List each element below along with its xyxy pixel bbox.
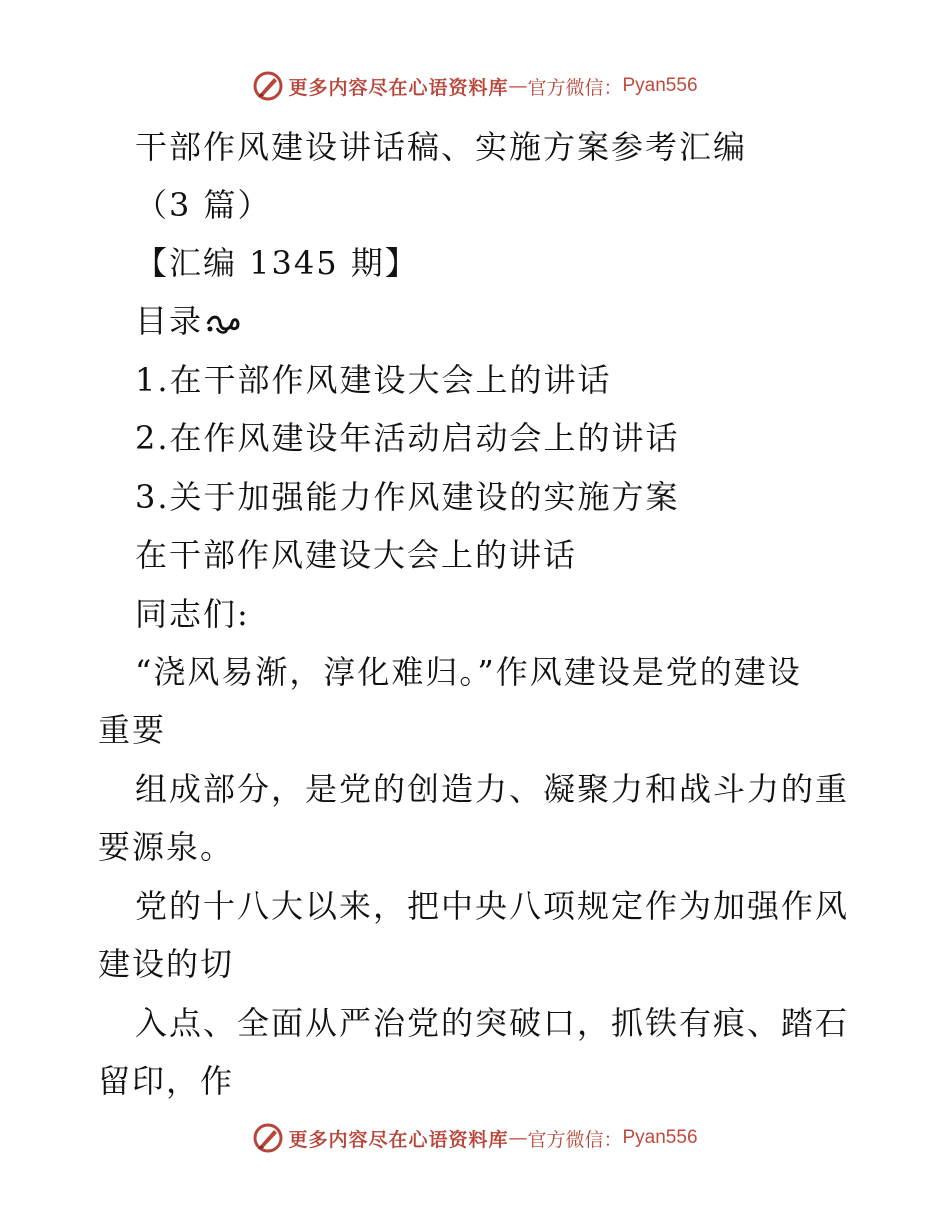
paragraph-line: 入点、全面从严治党的突破口，抓铁有痕、踏石 bbox=[135, 1004, 850, 1042]
footer-brand: 更多内容尽在心语资料库 bbox=[288, 1128, 509, 1151]
paragraph-line: “浇风易渐，淳化难归。”作风建设是党的建设 bbox=[135, 653, 802, 691]
footer-wechat-id: Pyan556 bbox=[622, 1127, 698, 1148]
pen-logo-icon bbox=[252, 1122, 284, 1154]
header-dash: — bbox=[508, 75, 528, 97]
document-title-line1: 干部作风建设讲话稿、实施方案参考汇编 bbox=[135, 128, 748, 166]
section-title: 在干部作风建设大会上的讲话 bbox=[135, 536, 578, 574]
paragraph-line: 重要 bbox=[98, 711, 167, 749]
footer-official-label: 官方微信： bbox=[527, 1128, 623, 1151]
paragraph-line: 党的十八大以来，把中央八项规定作为加强作风 bbox=[135, 887, 850, 925]
document-title-line2: （3 篇） bbox=[135, 186, 272, 224]
issue-number: 【汇编 1345 期】 bbox=[135, 244, 419, 282]
page-footer bbox=[0, 1122, 950, 1154]
toc-heading bbox=[135, 301, 241, 341]
toc-item: 1.在干部作风建设大会上的讲话 bbox=[135, 361, 612, 399]
pen-logo-icon bbox=[252, 70, 284, 102]
decorative-swirl-icon bbox=[205, 311, 241, 337]
header-brand: 更多内容尽在心语资料库 bbox=[288, 76, 509, 99]
toc-item: 3.关于加强能力作风建设的实施方案 bbox=[135, 478, 680, 516]
paragraph-line: 组成部分，是党的创造力、凝聚力和战斗力的重 bbox=[135, 770, 850, 808]
header-wechat-id: Pyan556 bbox=[622, 75, 698, 96]
toc-item: 2.在作风建设年活动启动会上的讲话 bbox=[135, 419, 680, 457]
toc-label: 目录 bbox=[135, 302, 204, 340]
paragraph-line: 留印，作 bbox=[98, 1062, 235, 1100]
salutation: 同志们: bbox=[135, 595, 250, 633]
paragraph-line: 要源泉。 bbox=[98, 828, 235, 866]
page-header bbox=[0, 70, 950, 102]
paragraph-line: 建设的切 bbox=[98, 945, 235, 983]
footer-dash: — bbox=[508, 1127, 528, 1149]
header-official-label: 官方微信： bbox=[527, 76, 623, 99]
